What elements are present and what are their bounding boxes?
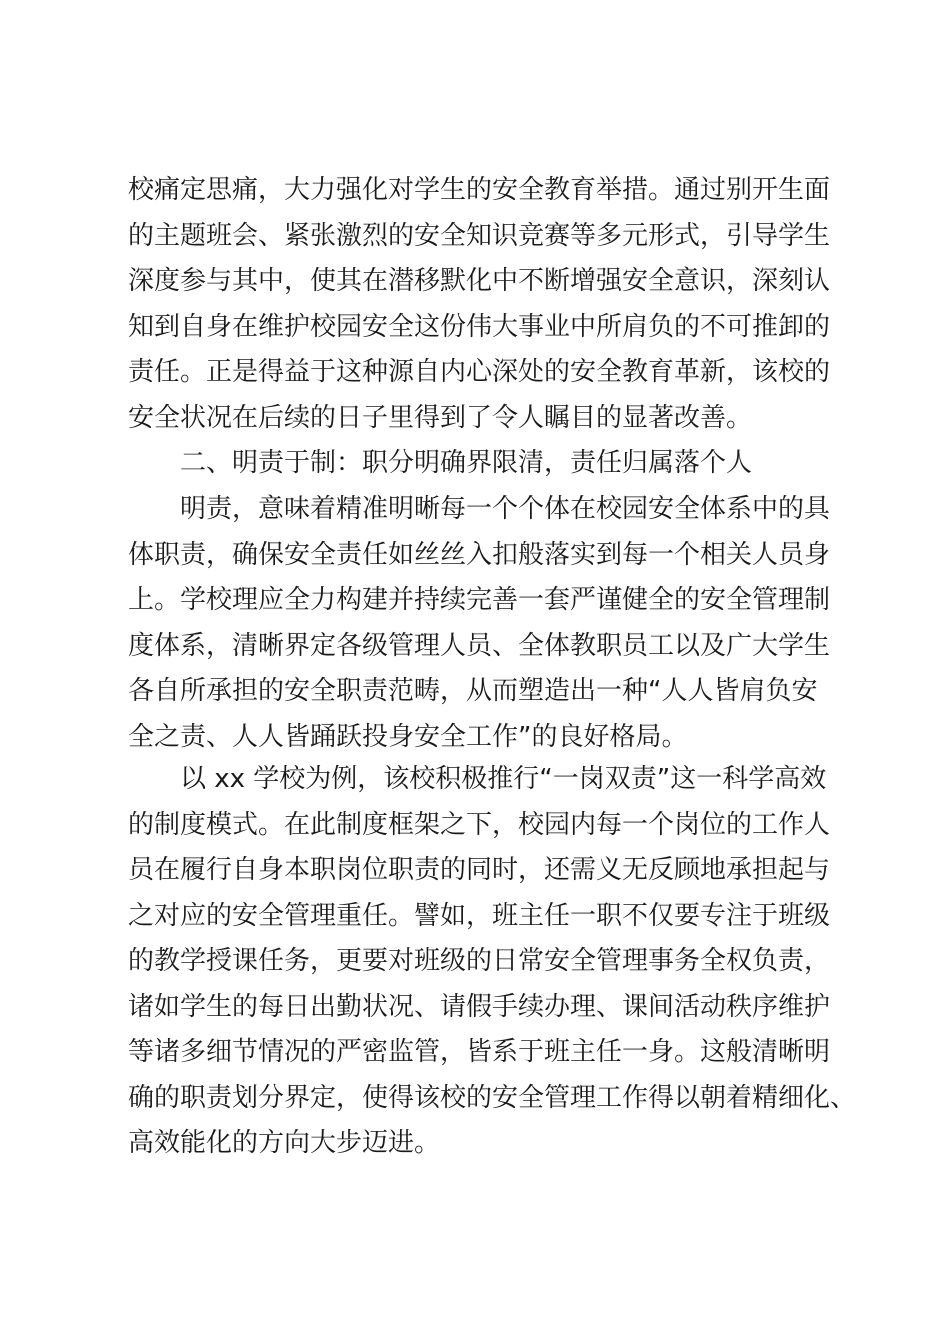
paragraph-line: 责任。正是得益于这种源自内心深处的安全教育革新，该校的: [128, 357, 831, 387]
paragraph-line: 度体系，清晰界定各级管理人员、全体教职员工以及广大学生: [128, 630, 831, 661]
paragraph-line: 深度参与其中，使其在潜移默化中不断增强安全意识，深刻认: [128, 266, 831, 296]
paragraph-line: 上。学校理应全力构建并持续完善一套严谨健全的安全管理制: [128, 585, 831, 615]
paragraph-line: 校痛定思痛，大力强化对学生的安全教育举措。通过别开生面: [128, 175, 831, 205]
paragraph-line: 安全状况在后续的日子里得到了令人瞩目的显著改善。: [128, 402, 753, 433]
section-heading: 二、明责于制：职分明确界限清，责任归属落个人: [180, 448, 753, 478]
paragraph-line: 诸如学生的每日出勤状况、请假手续办理、课间活动秩序维护: [128, 991, 831, 1022]
paragraph-line: 高效能化的方向大步迈进。: [128, 1128, 441, 1158]
section-heading-block: [128, 441, 834, 487]
paragraph-line: 确的职责划分界定，使得该校的安全管理工作得以朝着精细化、: [128, 1082, 857, 1113]
paragraph-line: 知到自身在维护校园安全这份伟大事业中所肩负的不可推卸的: [128, 311, 831, 342]
paragraph-continued: [128, 168, 834, 441]
paragraph-line: 明责，意味着精准明晰每一个个体在校园安全体系中的具: [180, 494, 831, 524]
paragraph-line: 体职责，确保安全责任如丝丝入扣般落实到每一个相关人员身: [128, 539, 831, 570]
paragraph-line: 各自所承担的安全职责范畴，从而塑造出一种“人人皆肩负安: [128, 676, 818, 706]
paragraph-line: 的教学授课任务，更要对班级的日常安全管理事务全权负责，: [128, 946, 831, 976]
paragraph-line: 的制度模式。在此制度框架之下，校园内每一个岗位的工作人: [128, 809, 831, 840]
paragraph-line: 员在履行自身本职岗位职责的同时，还需义无反顾地承担起与: [128, 855, 831, 885]
paragraph-line: 以 xx 学校为例，该校积极推行“一岗双责”这一科学高效: [180, 764, 827, 794]
paragraph-duty-definition: [128, 487, 834, 760]
paragraph-school-example: [128, 757, 857, 1167]
paragraph-line: 的主题班会、紧张激烈的安全知识竞赛等多元形式，引导学生: [128, 220, 831, 251]
paragraph-line: 之对应的安全管理重任。譬如，班主任一职不仅要专注于班级: [128, 900, 831, 931]
paragraph-line: 全之责、人人皆踊跃投身安全工作”的良好格局。: [128, 721, 688, 752]
paragraph-line: 等诸多细节情况的严密监管，皆系于班主任一身。这般清晰明: [128, 1037, 831, 1067]
